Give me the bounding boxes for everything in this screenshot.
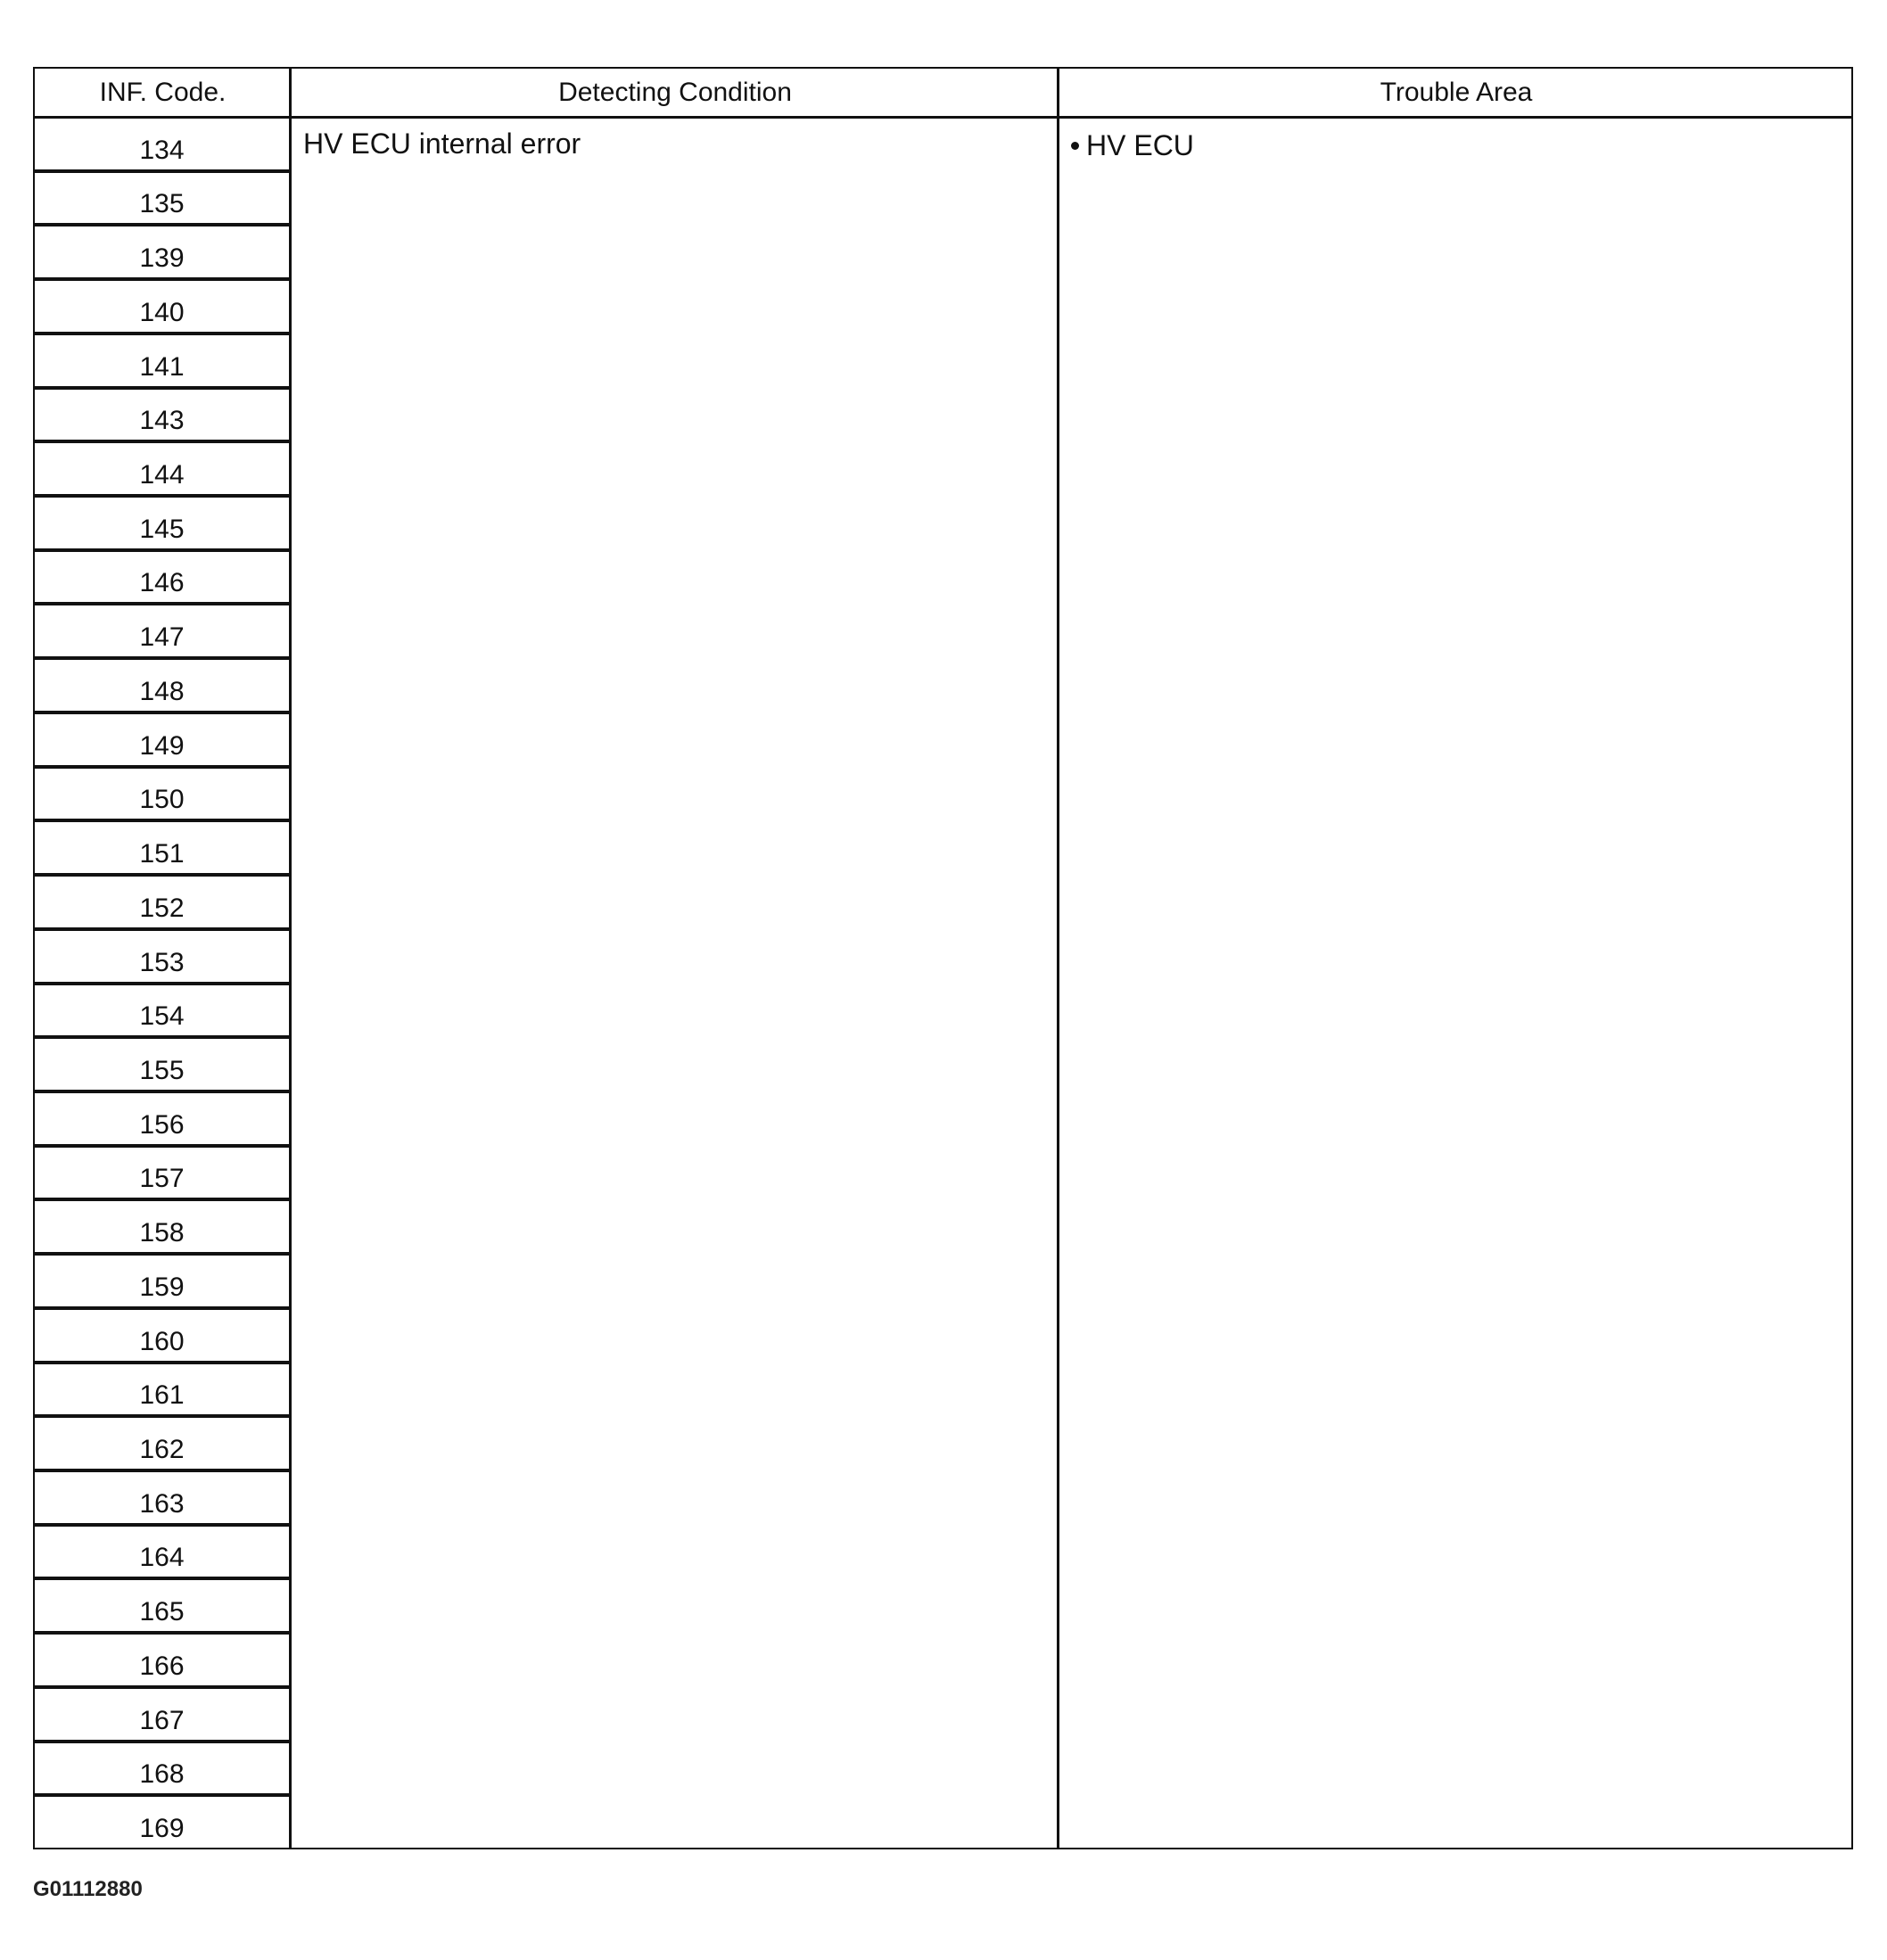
inf-code-cell: 140 — [35, 281, 289, 335]
header-inf-code: INF. Code. — [99, 77, 227, 107]
inf-code-cell: 152 — [35, 877, 289, 931]
inf-code-cell: 162 — [35, 1418, 289, 1472]
inf-code-cell: 158 — [35, 1201, 289, 1256]
inf-code-cell: 147 — [35, 605, 289, 660]
inf-code-cell: 156 — [35, 1093, 289, 1148]
figure-id: G01112880 — [33, 1877, 143, 1901]
inf-code-cell: 139 — [35, 226, 289, 281]
inf-code-cell: 150 — [35, 769, 289, 823]
inf-code-cell: 145 — [35, 498, 289, 552]
inf-code-cell: 148 — [35, 660, 289, 714]
header-trouble-area: Trouble Area — [1380, 77, 1533, 107]
inf-code-cell: 149 — [35, 714, 289, 769]
inf-code-cell: 153 — [35, 931, 289, 985]
inf-code-cell: 141 — [35, 335, 289, 390]
inf-code-cell: 151 — [35, 822, 289, 877]
table-header — [35, 69, 1851, 119]
inf-code-cell: 154 — [35, 985, 289, 1040]
column-divider-1 — [289, 69, 292, 1848]
inf-code-cell: 160 — [35, 1310, 289, 1364]
bullet-icon — [1071, 142, 1079, 150]
detecting-condition-text: HV ECU internal error — [303, 128, 581, 160]
inf-code-column — [35, 119, 289, 1848]
inf-code-cell: 134 — [35, 119, 289, 173]
inf-code-cell: 146 — [35, 552, 289, 606]
inf-code-cell: 161 — [35, 1364, 289, 1419]
inf-code-cell: 165 — [35, 1580, 289, 1635]
inf-code-cell: 159 — [35, 1256, 289, 1310]
inf-code-cell: 135 — [35, 173, 289, 227]
inf-code-cell: 157 — [35, 1148, 289, 1202]
inf-code-cell: 144 — [35, 443, 289, 498]
inf-code-cell: 167 — [35, 1689, 289, 1743]
trouble-area-item — [1071, 129, 1194, 162]
inf-code-cell: 168 — [35, 1743, 289, 1798]
inf-code-cell: 164 — [35, 1527, 289, 1581]
header-detecting-condition: Detecting Condition — [558, 77, 792, 107]
inf-code-cell: 166 — [35, 1635, 289, 1689]
inf-code-cell: 155 — [35, 1039, 289, 1093]
inf-code-table — [33, 67, 1853, 1849]
inf-code-cell: 169 — [139, 1814, 185, 1843]
column-divider-2 — [1057, 69, 1059, 1848]
inf-code-cell: 163 — [35, 1472, 289, 1527]
trouble-area-text: HV ECU — [1086, 129, 1194, 161]
inf-code-cell: 143 — [35, 390, 289, 444]
